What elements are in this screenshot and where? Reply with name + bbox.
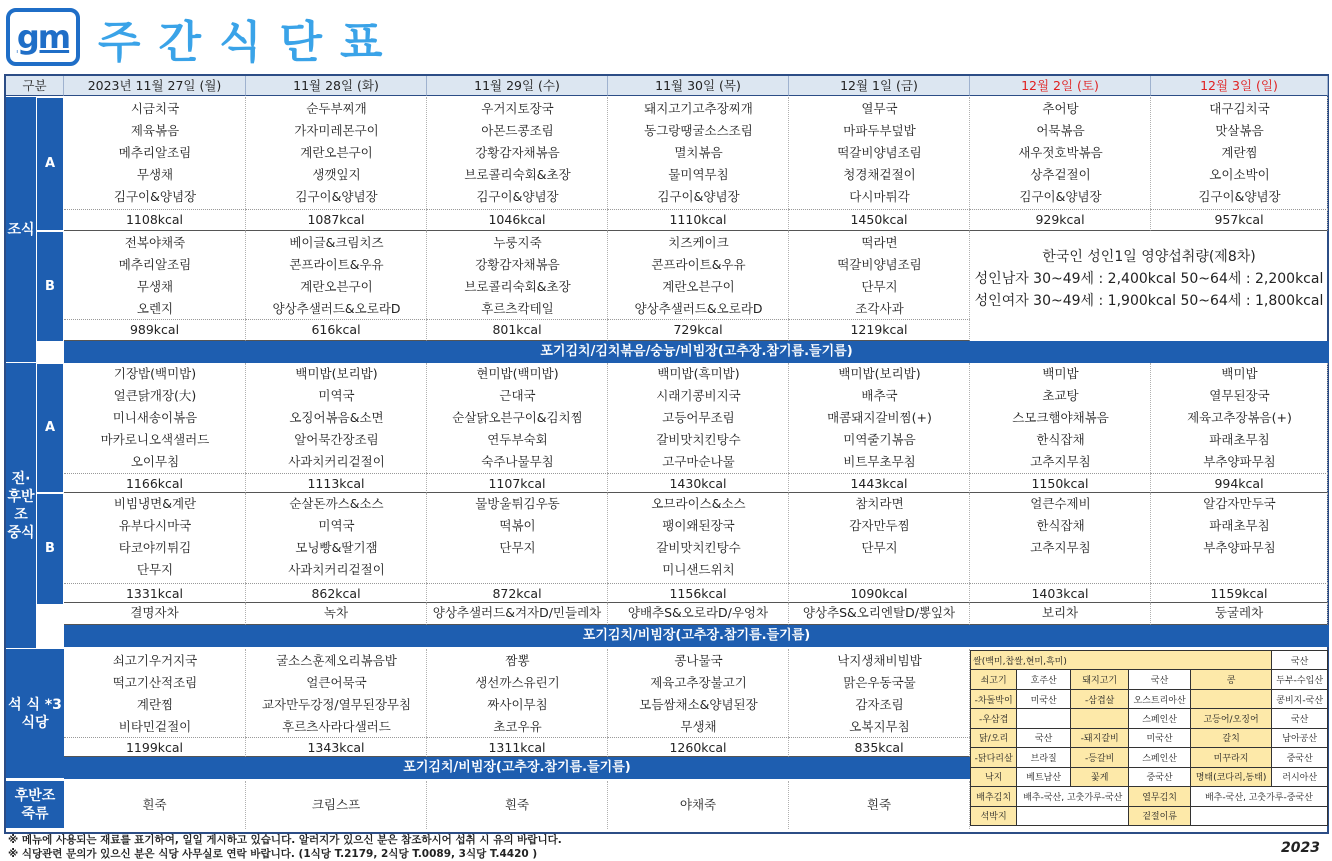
menu-item: 스모크햄야채볶음 — [1012, 410, 1109, 425]
origin-cell: 명태(코다리,동태) — [1190, 767, 1271, 786]
kcal-value: 862kcal — [246, 583, 427, 603]
menu-item: 참치라면 — [855, 496, 904, 511]
page-title: 주간식단표 — [98, 17, 401, 68]
origin-cell: -삼겹살 — [1071, 689, 1129, 708]
menu-item: 비트무초무침 — [843, 454, 916, 469]
tea-item: 녹차 — [246, 603, 427, 625]
menu-item — [970, 559, 1151, 581]
menu-item: 단무지 — [499, 540, 536, 555]
menu-item: 기장밥(백미밥) — [113, 366, 197, 381]
origin-cell: 고등어/오징어 — [1190, 709, 1271, 728]
menu-item: 오렌지 — [136, 301, 174, 316]
menu-item: 제육고추장볶음(+) — [1187, 410, 1292, 425]
origin-table — [970, 650, 1328, 826]
menu-item: 생선까스유린기 — [475, 675, 560, 690]
menu-item: 치즈케이크 — [668, 235, 729, 250]
menu-item: 김구이&양념장 — [657, 189, 740, 204]
menu-item — [1151, 559, 1328, 581]
menu-item: 계란오븐구이 — [300, 279, 373, 294]
menu-item: 한식잡채 — [1036, 432, 1085, 447]
origin-cell — [1017, 709, 1071, 728]
menu-item: 짜사이무침 — [487, 697, 548, 712]
origin-rice-value: 국산 — [1272, 651, 1328, 670]
section-label-lunch: 전·후반조 중식 — [6, 363, 36, 649]
menu-item: 계란오븐구이 — [662, 279, 735, 294]
origin-cell: -차돌박이 — [971, 689, 1017, 708]
menu-item: 부추양파무침 — [1203, 454, 1276, 469]
porridge-item: 야채죽 — [608, 781, 789, 829]
sub-label-b: B — [36, 231, 64, 342]
section-label-breakfast: 조식 — [6, 97, 36, 363]
menu-item: 낙지생채비빔밥 — [837, 653, 922, 668]
tea-item: 양상추샐러드&겨자D/민들레차 — [427, 603, 608, 625]
menu-item: 알어묵간장조림 — [294, 432, 379, 447]
kcal-value: 1450kcal — [789, 209, 970, 231]
origin-cell: 열무김치 — [1129, 787, 1191, 806]
menu-item: 조각사과 — [855, 301, 904, 316]
footer-note-2: ※ 식당관련 문의가 있으신 분은 식당 사무실로 연락 바랍니다. (1식당 T.2179, 2식당 T.0089, 3식당 T.4420 ) — [8, 848, 538, 860]
origin-cell: 러시아산 — [1272, 767, 1328, 786]
menu-item: 계란찜 — [136, 697, 174, 712]
origin-cell: 남아공산 — [1272, 728, 1328, 747]
kcal-value: 1403kcal — [970, 583, 1151, 603]
origin-cell: 국산 — [1129, 670, 1191, 689]
menu-item: 상추겉절이 — [1030, 167, 1091, 182]
kcal-value: 1159kcal — [1151, 583, 1328, 603]
menu-item: 양상추샐러드&오로라D — [634, 301, 763, 316]
menu-item: 마파두부덮밥 — [843, 123, 916, 138]
menu-item: 굴소스훈제오리볶음밥 — [276, 653, 397, 668]
menu-item: 단무지 — [861, 279, 898, 294]
menu-item: 강황감자채볶음 — [475, 145, 560, 160]
kcal-value: 1150kcal — [970, 473, 1151, 493]
origin-cell — [1071, 709, 1129, 728]
menu-item: 사과치커리겉절이 — [288, 562, 385, 577]
origin-cell: 갈치 — [1190, 728, 1271, 747]
nutrition-note-line: 성인남자 30~49세 : 2,400kcal 50~64세 : 2,200kcal — [974, 271, 1324, 287]
porridge-item: 크림스프 — [246, 781, 427, 829]
menu-item: 맛살볶음 — [1215, 123, 1264, 138]
column-header-day: 12월 3일 (일) — [1151, 76, 1328, 96]
origin-cell — [1190, 806, 1327, 826]
kcal-value: 835kcal — [789, 737, 970, 757]
menu-item: 고등어무조림 — [662, 410, 735, 425]
menu-item: 얼큰수제비 — [1030, 496, 1091, 511]
kcal-value: 616kcal — [246, 319, 427, 341]
kcal-value: 1260kcal — [608, 737, 789, 757]
menu-item: 가자미레몬구이 — [294, 123, 379, 138]
lunch-side-band: 포기김치/비빔장(고추장.참기름.들기름) — [64, 625, 1329, 647]
menu-item: 떡갈비양념조림 — [837, 145, 922, 160]
menu-item: 브로콜리숙회&초장 — [464, 279, 571, 294]
menu-item: 떡고기산적조림 — [112, 675, 198, 690]
porridge-item: 흰죽 — [427, 781, 608, 829]
menu-item: 누룽지죽 — [493, 235, 542, 250]
menu-item — [789, 559, 970, 581]
menu-item: 갈비맛치킨탕수 — [656, 432, 741, 447]
menu-item: 물미역무침 — [668, 167, 729, 182]
menu-item: 오므라이스&소스 — [651, 496, 746, 511]
menu-item: 단무지 — [136, 562, 174, 577]
menu-item: 김구이&양념장 — [1019, 189, 1102, 204]
column-header-day: 11월 29일 (수) — [427, 76, 608, 96]
origin-cell: 콩비지-국산 — [1272, 689, 1328, 708]
origin-cell: 배추-국산, 고춧가루-중국산 — [1190, 787, 1327, 806]
breakfast-side-band: 포기김치/김치볶음/숭늉/비빔장(고추장.참기름.들기름) — [64, 341, 1329, 363]
nutrition-note — [970, 234, 1328, 344]
sub-label-a: A — [36, 97, 64, 231]
origin-cell: 꽃게 — [1071, 767, 1129, 786]
kcal-value: 729kcal — [608, 319, 789, 341]
menu-item: 떡갈비양념조림 — [837, 257, 922, 272]
kcal-value: 994kcal — [1151, 473, 1328, 493]
menu-item: 물방울튀김우동 — [475, 496, 560, 511]
kcal-value: 1113kcal — [246, 473, 427, 493]
menu-item: 타코야끼튀김 — [118, 540, 192, 555]
menu-table — [4, 74, 1329, 834]
origin-cell: 중국산 — [1272, 748, 1328, 767]
kcal-value: 1046kcal — [427, 209, 608, 231]
menu-item: 미역국 — [318, 388, 355, 403]
menu-item: 배추국 — [861, 388, 898, 403]
kcal-value: 989kcal — [64, 319, 246, 341]
menu-item: 무생채 — [136, 279, 174, 294]
menu-item: 매콤돼지갈비찜(+) — [827, 410, 932, 425]
kcal-value: 872kcal — [427, 583, 608, 603]
menu-item: 돼지고기고추장찌개 — [644, 101, 753, 116]
sub-label-b: B — [36, 493, 64, 605]
menu-item: 쇠고기우거지국 — [112, 653, 198, 668]
menu-item: 메추리알조림 — [118, 145, 192, 160]
menu-item: 어묵볶음 — [1036, 123, 1085, 138]
menu-item: 감자만두찜 — [849, 518, 910, 533]
origin-cell: 닭/오리 — [971, 728, 1017, 747]
menu-item: 콘프라이트&우유 — [651, 257, 746, 272]
header — [0, 0, 1332, 72]
menu-item: 김구이&양념장 — [295, 189, 378, 204]
dinner-side-band: 포기김치/비빔장(고추장.참기름.들기름) — [64, 757, 970, 779]
menu-item: 멸치볶음 — [674, 145, 723, 160]
menu-item: 김구이&양념장 — [476, 189, 559, 204]
menu-item: 대구김치국 — [1209, 101, 1270, 116]
menu-item: 무생채 — [680, 719, 717, 734]
menu-item: 미역줄기볶음 — [843, 432, 916, 447]
tea-item: 양배추S&오로라D/우엉차 — [608, 603, 789, 625]
origin-cell: 국산 — [1017, 728, 1071, 747]
column-header-day: 12월 2일 (토) — [970, 76, 1151, 96]
menu-item: 김구이&양념장 — [1198, 189, 1281, 204]
footer-note-1: ※ 메뉴에 사용되는 재료를 표기하여, 일일 게시하고 있습니다. 알러지가 있으신 분은 참조하시어 섭취 시 유의 바랍니다. — [8, 834, 562, 846]
menu-item — [427, 559, 608, 581]
menu-item: 고구마순나물 — [662, 454, 735, 469]
menu-item: 백미밥 — [1042, 366, 1079, 381]
kcal-value: 1331kcal — [64, 583, 246, 603]
menu-item: 계란오븐구이 — [300, 145, 373, 160]
menu-item: 미역국 — [318, 518, 355, 533]
origin-cell: 미꾸라지 — [1190, 748, 1271, 767]
menu-item: 마카로니오색샐러드 — [100, 432, 210, 447]
tea-item: 양상추S&오리엔탈D/뽕잎차 — [789, 603, 970, 625]
year-mark: 2023 — [1281, 840, 1320, 856]
nutrition-note-line: 한국인 성인1일 영양섭취량(제8차) — [1042, 249, 1256, 265]
origin-cell: 스페인산 — [1129, 709, 1191, 728]
column-header-day: 2023년 11월 27일 (월) — [64, 76, 246, 96]
menu-item: 백미밥(흑미밥) — [657, 366, 740, 381]
porridge-item: 흰죽 — [64, 781, 246, 829]
menu-item: 백미밥(보리밥) — [295, 366, 378, 381]
kcal-value: 957kcal — [1151, 209, 1328, 231]
column-header-day: 11월 30일 (목) — [608, 76, 789, 96]
menu-item: 순살닭오븐구이&김치찜 — [452, 410, 583, 425]
kcal-value: 1156kcal — [608, 583, 789, 603]
menu-item: 계란찜 — [1221, 145, 1258, 160]
menu-item: 강황감자채볶음 — [475, 257, 560, 272]
kcal-value: 1430kcal — [608, 473, 789, 493]
menu-item: 파래초무침 — [1209, 432, 1270, 447]
menu-item: 백미밥(보리밥) — [838, 366, 921, 381]
origin-cell: 겉절이류 — [1129, 806, 1191, 826]
menu-item: 아몬드콩조림 — [481, 123, 554, 138]
kcal-value: 1343kcal — [246, 737, 427, 757]
menu-item: 동그랑땡굴소스조림 — [644, 123, 753, 138]
origin-cell: 배추김치 — [971, 787, 1017, 806]
menu-item: 순살돈까스&소스 — [289, 496, 384, 511]
menu-item: 새우젓호박볶음 — [1018, 145, 1103, 160]
tea-item: 둥굴레차 — [1151, 603, 1328, 625]
menu-item: 오복지무침 — [849, 719, 910, 734]
menu-item: 근대국 — [499, 388, 536, 403]
origin-cell: 미국산 — [1129, 728, 1191, 747]
section-label-dinner: 석 식 *3식당 — [6, 649, 64, 779]
nutrition-note-line: 성인여자 30~49세 : 1,900kcal 50~64세 : 1,800kcal — [974, 293, 1324, 309]
origin-cell: -등갈비 — [1071, 748, 1129, 767]
menu-item: 고추지무침 — [1030, 454, 1091, 469]
kcal-value: 1110kcal — [608, 209, 789, 231]
menu-item: 현미밥(백미밥) — [476, 366, 559, 381]
origin-cell: 돼지고기 — [1071, 670, 1129, 689]
menu-item: 떡볶이 — [499, 518, 536, 533]
menu-item: 미니새송이볶음 — [112, 410, 198, 425]
menu-item: 김구이&양념장 — [113, 189, 197, 204]
menu-item: 비빔냉면&계란 — [113, 496, 197, 511]
menu-item: 오이소박이 — [1209, 167, 1270, 182]
kcal-value: 1108kcal — [64, 209, 246, 231]
menu-item: 갈비맛치킨탕수 — [656, 540, 741, 555]
menu-item: 제육볶음 — [130, 123, 180, 138]
menu-item: 시금치국 — [130, 101, 180, 116]
section-label-porridge: 후반조 죽류 — [6, 781, 64, 829]
menu-item: 열무국 — [861, 101, 898, 116]
menu-item: 한식잡채 — [1036, 518, 1085, 533]
menu-item: 우거지토장국 — [481, 101, 554, 116]
origin-cell: -돼지갈비 — [1071, 728, 1129, 747]
menu-item: 초코우유 — [493, 719, 542, 734]
menu-item: 오징어볶음&소면 — [289, 410, 384, 425]
menu-item: 후르츠칵테일 — [481, 301, 554, 316]
kcal-value: 1087kcal — [246, 209, 427, 231]
column-header-day: 11월 28일 (화) — [246, 76, 427, 96]
menu-item: 떡라면 — [861, 235, 898, 250]
origin-cell: 낙지 — [971, 767, 1017, 786]
menu-item: 미니샌드위치 — [662, 562, 735, 577]
menu-item: 감자조림 — [855, 697, 904, 712]
menu-item: 짬뽕 — [505, 653, 530, 668]
menu-item: 숙주나물무침 — [481, 454, 554, 469]
menu-item: 무생채 — [136, 167, 174, 182]
menu-item: 청경채겉절이 — [843, 167, 916, 182]
menu-item: 비타민겉절이 — [118, 719, 192, 734]
origin-cell: 베트남산 — [1017, 767, 1071, 786]
menu-item: 추어탕 — [1042, 101, 1079, 116]
menu-item: 후르츠사라다샐러드 — [282, 719, 391, 734]
menu-item: 맑은우동국물 — [843, 675, 916, 690]
menu-item: 제육고추장불고기 — [650, 675, 747, 690]
menu-item: 얼큰어묵국 — [306, 675, 367, 690]
sub-label-a: A — [36, 363, 64, 493]
kcal-value: 1090kcal — [789, 583, 970, 603]
column-header-day: 12월 1일 (금) — [789, 76, 970, 96]
tea-item: 결명자차 — [64, 603, 246, 625]
menu-item: 부추양파무침 — [1203, 540, 1276, 555]
menu-item: 메추리알조림 — [118, 257, 192, 272]
kcal-value: 929kcal — [970, 209, 1151, 231]
menu-item: 생깻잎지 — [312, 167, 361, 182]
origin-cell: 석박지 — [971, 806, 1017, 826]
origin-cell: 호주산 — [1017, 670, 1071, 689]
menu-item: 단무지 — [861, 540, 898, 555]
origin-cell: 미국산 — [1017, 689, 1071, 708]
menu-item: 유부다시마국 — [118, 518, 192, 533]
menu-item: 백미밥 — [1221, 366, 1258, 381]
menu-item: 오이무침 — [130, 454, 180, 469]
origin-cell: -우삼겹 — [971, 709, 1017, 728]
kcal-value: 1107kcal — [427, 473, 608, 493]
gm-logo: gm — [6, 8, 80, 66]
kcal-value: 1443kcal — [789, 473, 970, 493]
origin-cell — [1017, 806, 1129, 826]
menu-item: 시래기콩비지국 — [656, 388, 741, 403]
menu-item: 콩나물국 — [674, 653, 723, 668]
menu-item: 양상추샐러드&오로라D — [272, 301, 401, 316]
origin-cell: 오스트리아산 — [1129, 689, 1191, 708]
menu-item: 순두부찌개 — [306, 101, 367, 116]
menu-item: 연두부숙회 — [487, 432, 548, 447]
kcal-value: 1166kcal — [64, 473, 246, 493]
column-header-label: 구분 — [6, 76, 64, 96]
origin-cell: 브라질 — [1017, 748, 1071, 767]
menu-item: 얼큰닭개장(大) — [113, 388, 197, 403]
menu-item: 고추지무침 — [1030, 540, 1091, 555]
origin-rice-label: 쌀(백미,찹쌀,현미,흑미) — [971, 651, 1272, 670]
origin-cell: 콩 — [1190, 670, 1271, 689]
menu-item: 모닝빵&딸기잼 — [295, 540, 378, 555]
menu-item: 모듬쌈채소&양념된장 — [639, 697, 758, 712]
origin-cell: -닭다리살 — [971, 748, 1017, 767]
menu-item: 교자만두강정/열무된장무침 — [261, 697, 412, 712]
menu-item: 알감자만두국 — [1203, 496, 1276, 511]
menu-item: 팽이왜된장국 — [662, 518, 735, 533]
origin-cell: 중국산 — [1129, 767, 1191, 786]
menu-item: 초교탕 — [1042, 388, 1079, 403]
menu-item: 베이글&크림치즈 — [289, 235, 384, 250]
origin-cell: 배추-국산, 고춧가루-국산 — [1017, 787, 1129, 806]
menu-item: 다시마튀각 — [849, 189, 910, 204]
menu-item: 전복야채죽 — [124, 235, 186, 250]
origin-cell: 스페인산 — [1129, 748, 1191, 767]
kcal-value: 1311kcal — [427, 737, 608, 757]
tea-item: 보리차 — [970, 603, 1151, 625]
menu-item: 파래초무침 — [1209, 518, 1270, 533]
origin-cell: 두부-수입산 — [1272, 670, 1328, 689]
menu-item: 콘프라이트&우유 — [289, 257, 384, 272]
origin-cell: 국산 — [1272, 709, 1328, 728]
kcal-value: 801kcal — [427, 319, 608, 341]
kcal-value: 1199kcal — [64, 737, 246, 757]
kcal-value: 1219kcal — [789, 319, 970, 341]
origin-cell: 쇠고기 — [971, 670, 1017, 689]
menu-item: 열무된장국 — [1209, 388, 1270, 403]
origin-cell — [1190, 689, 1271, 708]
porridge-item: 흰죽 — [789, 781, 970, 829]
menu-item: 브로콜리숙회&초장 — [464, 167, 571, 182]
menu-item: 사과치커리겉절이 — [288, 454, 385, 469]
